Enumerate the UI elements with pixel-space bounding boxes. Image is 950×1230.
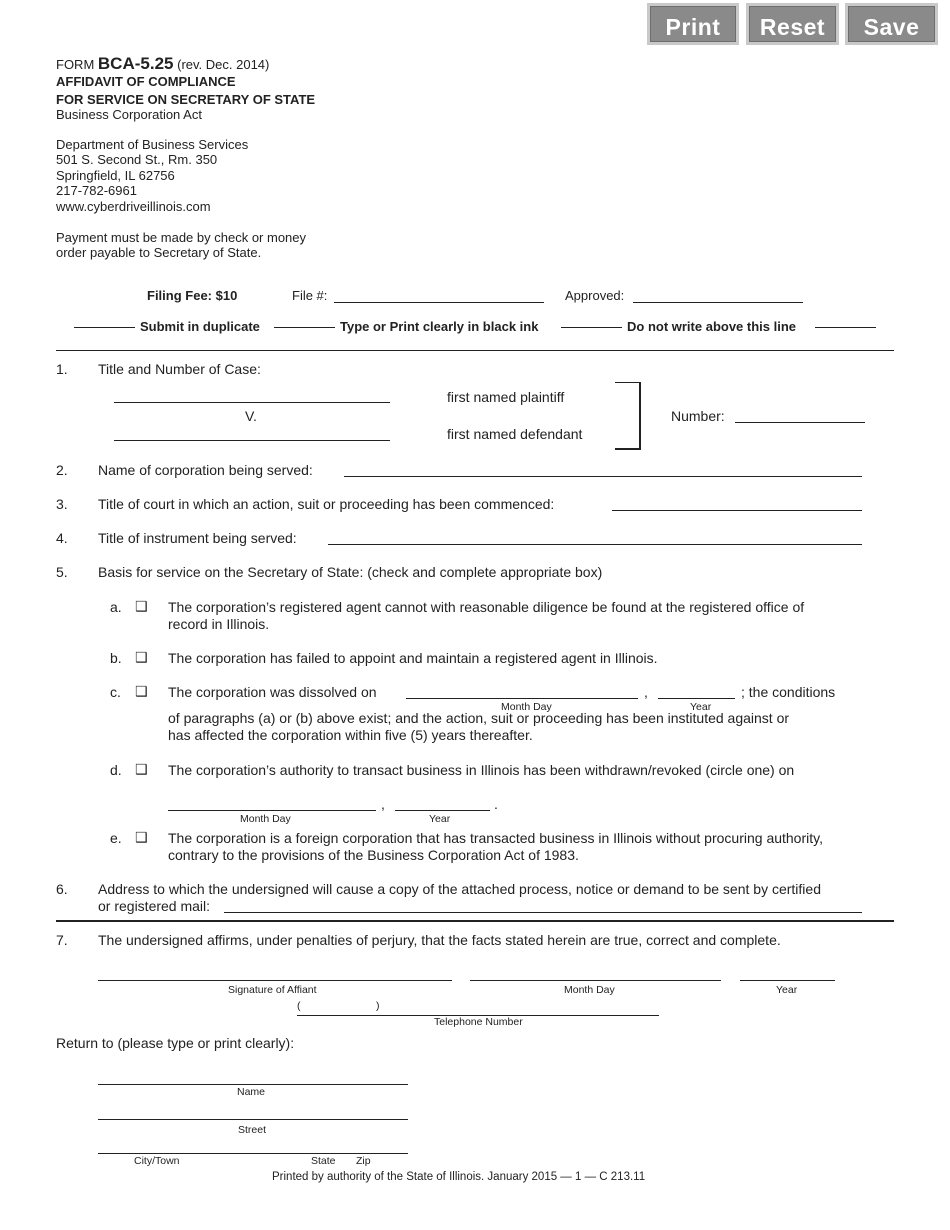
option-c-checkbox[interactable]: ❑ bbox=[135, 683, 148, 699]
submit-duplicate: Submit in duplicate bbox=[140, 319, 260, 334]
case-number-label: Number: bbox=[671, 408, 725, 424]
area-code-open-paren: ( bbox=[297, 1000, 301, 1012]
item-number: 2. bbox=[56, 462, 68, 478]
court-title-line bbox=[612, 510, 862, 511]
withdrawn-month-day-line bbox=[168, 810, 376, 811]
return-name-line bbox=[98, 1084, 408, 1085]
footer-note: Printed by authority of the State of Illinois. January 2015 — 1 — C 213.11 bbox=[272, 1171, 646, 1183]
corporation-name-line bbox=[344, 476, 862, 477]
phone-number: 217-782-6961 bbox=[56, 183, 137, 198]
form-number: BCA-5.25 bbox=[97, 54, 174, 73]
signature-year-line bbox=[740, 980, 835, 981]
option-d-letter: d. bbox=[110, 762, 122, 778]
do-not-write-note: Do not write above this line bbox=[627, 319, 797, 334]
item-number: 5. bbox=[56, 564, 68, 580]
affirmation-text: The undersigned affirms, under penalties of perjury, that the facts stated herein are true, correct and complete. bbox=[98, 932, 781, 948]
option-b-checkbox[interactable]: ❑ bbox=[135, 649, 148, 665]
option-c-text: The corporation was dissolved on bbox=[168, 684, 377, 700]
act-name: Business Corporation Act bbox=[56, 107, 202, 122]
form-prefix: FORM bbox=[56, 57, 95, 72]
approved-line bbox=[633, 302, 803, 303]
filing-fee: Filing Fee: $10 bbox=[147, 288, 238, 303]
signature-month-day-line bbox=[470, 980, 721, 981]
basis-for-service-label: Basis for service on the Secretary of State: (check and complete appropriate box) bbox=[98, 564, 603, 580]
period: . bbox=[494, 796, 498, 812]
street-caption: Street bbox=[238, 1124, 267, 1136]
option-e-text-line2: contrary to the provisions of the Business Corporation Act of 1983. bbox=[168, 847, 579, 863]
form-revision: (rev. Dec. 2014) bbox=[177, 57, 270, 72]
payment-note-line1: Payment must be made by check or money bbox=[56, 230, 307, 245]
signature-line bbox=[98, 980, 452, 981]
option-a-letter: a. bbox=[110, 599, 122, 615]
option-a-text-line1: The corporation’s registered agent cannot with reasonable diligence be found at the registered office of bbox=[168, 599, 805, 615]
year-caption: Year bbox=[690, 701, 712, 713]
comma: , bbox=[644, 684, 648, 700]
instrument-title-label: Title of instrument being served: bbox=[98, 530, 297, 546]
option-a-checkbox[interactable]: ❑ bbox=[135, 598, 148, 614]
file-number-line bbox=[334, 302, 544, 303]
plaintiff-caption: first named plaintiff bbox=[447, 389, 565, 405]
instruction-dash bbox=[815, 327, 876, 328]
department: Department of Business Services bbox=[56, 137, 249, 152]
telephone-caption: Telephone Number bbox=[434, 1016, 523, 1028]
mailing-address-line bbox=[224, 912, 862, 913]
item-number: 1. bbox=[56, 361, 68, 377]
zip-caption: Zip bbox=[356, 1155, 371, 1167]
option-c-text-line2: of paragraphs (a) or (b) above exist; and the action, suit or proceeding has been instituted against or bbox=[168, 710, 790, 726]
street-address: 501 S. Second St., Rm. 350 bbox=[56, 152, 218, 167]
comma: , bbox=[381, 796, 385, 812]
option-b-letter: b. bbox=[110, 650, 122, 666]
city-state-zip: Springfield, IL 62756 bbox=[56, 168, 175, 183]
option-e-letter: e. bbox=[110, 830, 122, 846]
instruction-dash bbox=[74, 327, 135, 328]
reset-button[interactable]: Reset bbox=[746, 3, 839, 45]
versus-label: V. bbox=[245, 408, 257, 424]
file-number-label: File #: bbox=[292, 288, 328, 303]
form-title-line1: AFFIDAVIT OF COMPLIANCE bbox=[56, 74, 236, 89]
type-print-note: Type or Print clearly in black ink bbox=[340, 319, 539, 334]
defendant-caption: first named defendant bbox=[447, 426, 583, 442]
state-caption: State bbox=[311, 1155, 336, 1167]
item-number: 6. bbox=[56, 881, 68, 897]
withdrawn-year-line bbox=[395, 810, 490, 811]
month-day-caption: Month Day bbox=[501, 701, 552, 713]
defendant-line bbox=[114, 440, 390, 441]
return-street-line bbox=[98, 1119, 408, 1120]
item-number: 7. bbox=[56, 932, 68, 948]
option-a-text-line2: record in Illinois. bbox=[168, 616, 270, 632]
option-e-checkbox[interactable]: ❑ bbox=[135, 829, 148, 845]
option-c-letter: c. bbox=[110, 684, 121, 700]
option-d-text: The corporation’s authority to transact business in Illinois has been withdrawn/revoked (circle one) on bbox=[168, 762, 795, 778]
name-caption: Name bbox=[237, 1086, 266, 1098]
month-day-caption: Month Day bbox=[564, 984, 615, 996]
plaintiff-line bbox=[114, 402, 390, 403]
option-e-text-line1: The corporation is a foreign corporation that has transacted business in Illinois without procuring authority, bbox=[168, 830, 823, 846]
return-city-line bbox=[98, 1153, 408, 1154]
court-title-label: Title of court in which an action, suit or proceeding has been commenced: bbox=[98, 496, 555, 512]
option-b-text: The corporation has failed to appoint and maintain a registered agent in Illinois. bbox=[168, 650, 658, 666]
option-c-text-line3: has affected the corporation within five (5) years thereafter. bbox=[168, 727, 533, 743]
case-bracket bbox=[615, 382, 641, 450]
area-code-close-paren: ) bbox=[376, 1000, 380, 1012]
mailing-address-label-line1: Address to which the undersigned will cause a copy of the attached process, notice or demand to be sent by certified bbox=[98, 881, 821, 897]
save-button[interactable]: Save bbox=[845, 3, 938, 45]
instruction-dash bbox=[561, 327, 622, 328]
dissolved-year-line bbox=[658, 698, 735, 699]
mailing-address-label-line2: or registered mail: bbox=[98, 898, 211, 914]
section-divider bbox=[56, 350, 894, 351]
option-c-conditions: ; the conditions bbox=[741, 684, 836, 700]
city-caption: City/Town bbox=[134, 1155, 180, 1167]
instruction-dash bbox=[274, 327, 335, 328]
option-d-checkbox[interactable]: ❑ bbox=[135, 761, 148, 777]
signature-caption: Signature of Affiant bbox=[228, 984, 317, 996]
form-id bbox=[56, 56, 269, 72]
year-caption: Year bbox=[776, 984, 798, 996]
item-number: 4. bbox=[56, 530, 68, 546]
case-number-line bbox=[735, 422, 865, 423]
print-button[interactable]: Print bbox=[647, 3, 739, 45]
website: www.cyberdriveillinois.com bbox=[56, 199, 211, 214]
section-divider bbox=[56, 920, 894, 922]
payment-note-line2: order payable to Secretary of State. bbox=[56, 245, 262, 260]
return-to-label: Return to (please type or print clearly): bbox=[56, 1035, 295, 1051]
year-caption: Year bbox=[429, 813, 451, 825]
item-number: 3. bbox=[56, 496, 68, 512]
area-code-input[interactable] bbox=[304, 998, 378, 1016]
case-title-label: Title and Number of Case: bbox=[98, 361, 261, 377]
corporation-name-label: Name of corporation being served: bbox=[98, 462, 313, 478]
telephone-input[interactable] bbox=[384, 998, 663, 1016]
instrument-title-line bbox=[328, 544, 862, 545]
dissolved-month-day-line bbox=[406, 698, 638, 699]
approved-label: Approved: bbox=[565, 288, 625, 303]
month-day-caption: Month Day bbox=[240, 813, 291, 825]
form-title-line2: FOR SERVICE ON SECRETARY OF STATE bbox=[56, 92, 316, 107]
